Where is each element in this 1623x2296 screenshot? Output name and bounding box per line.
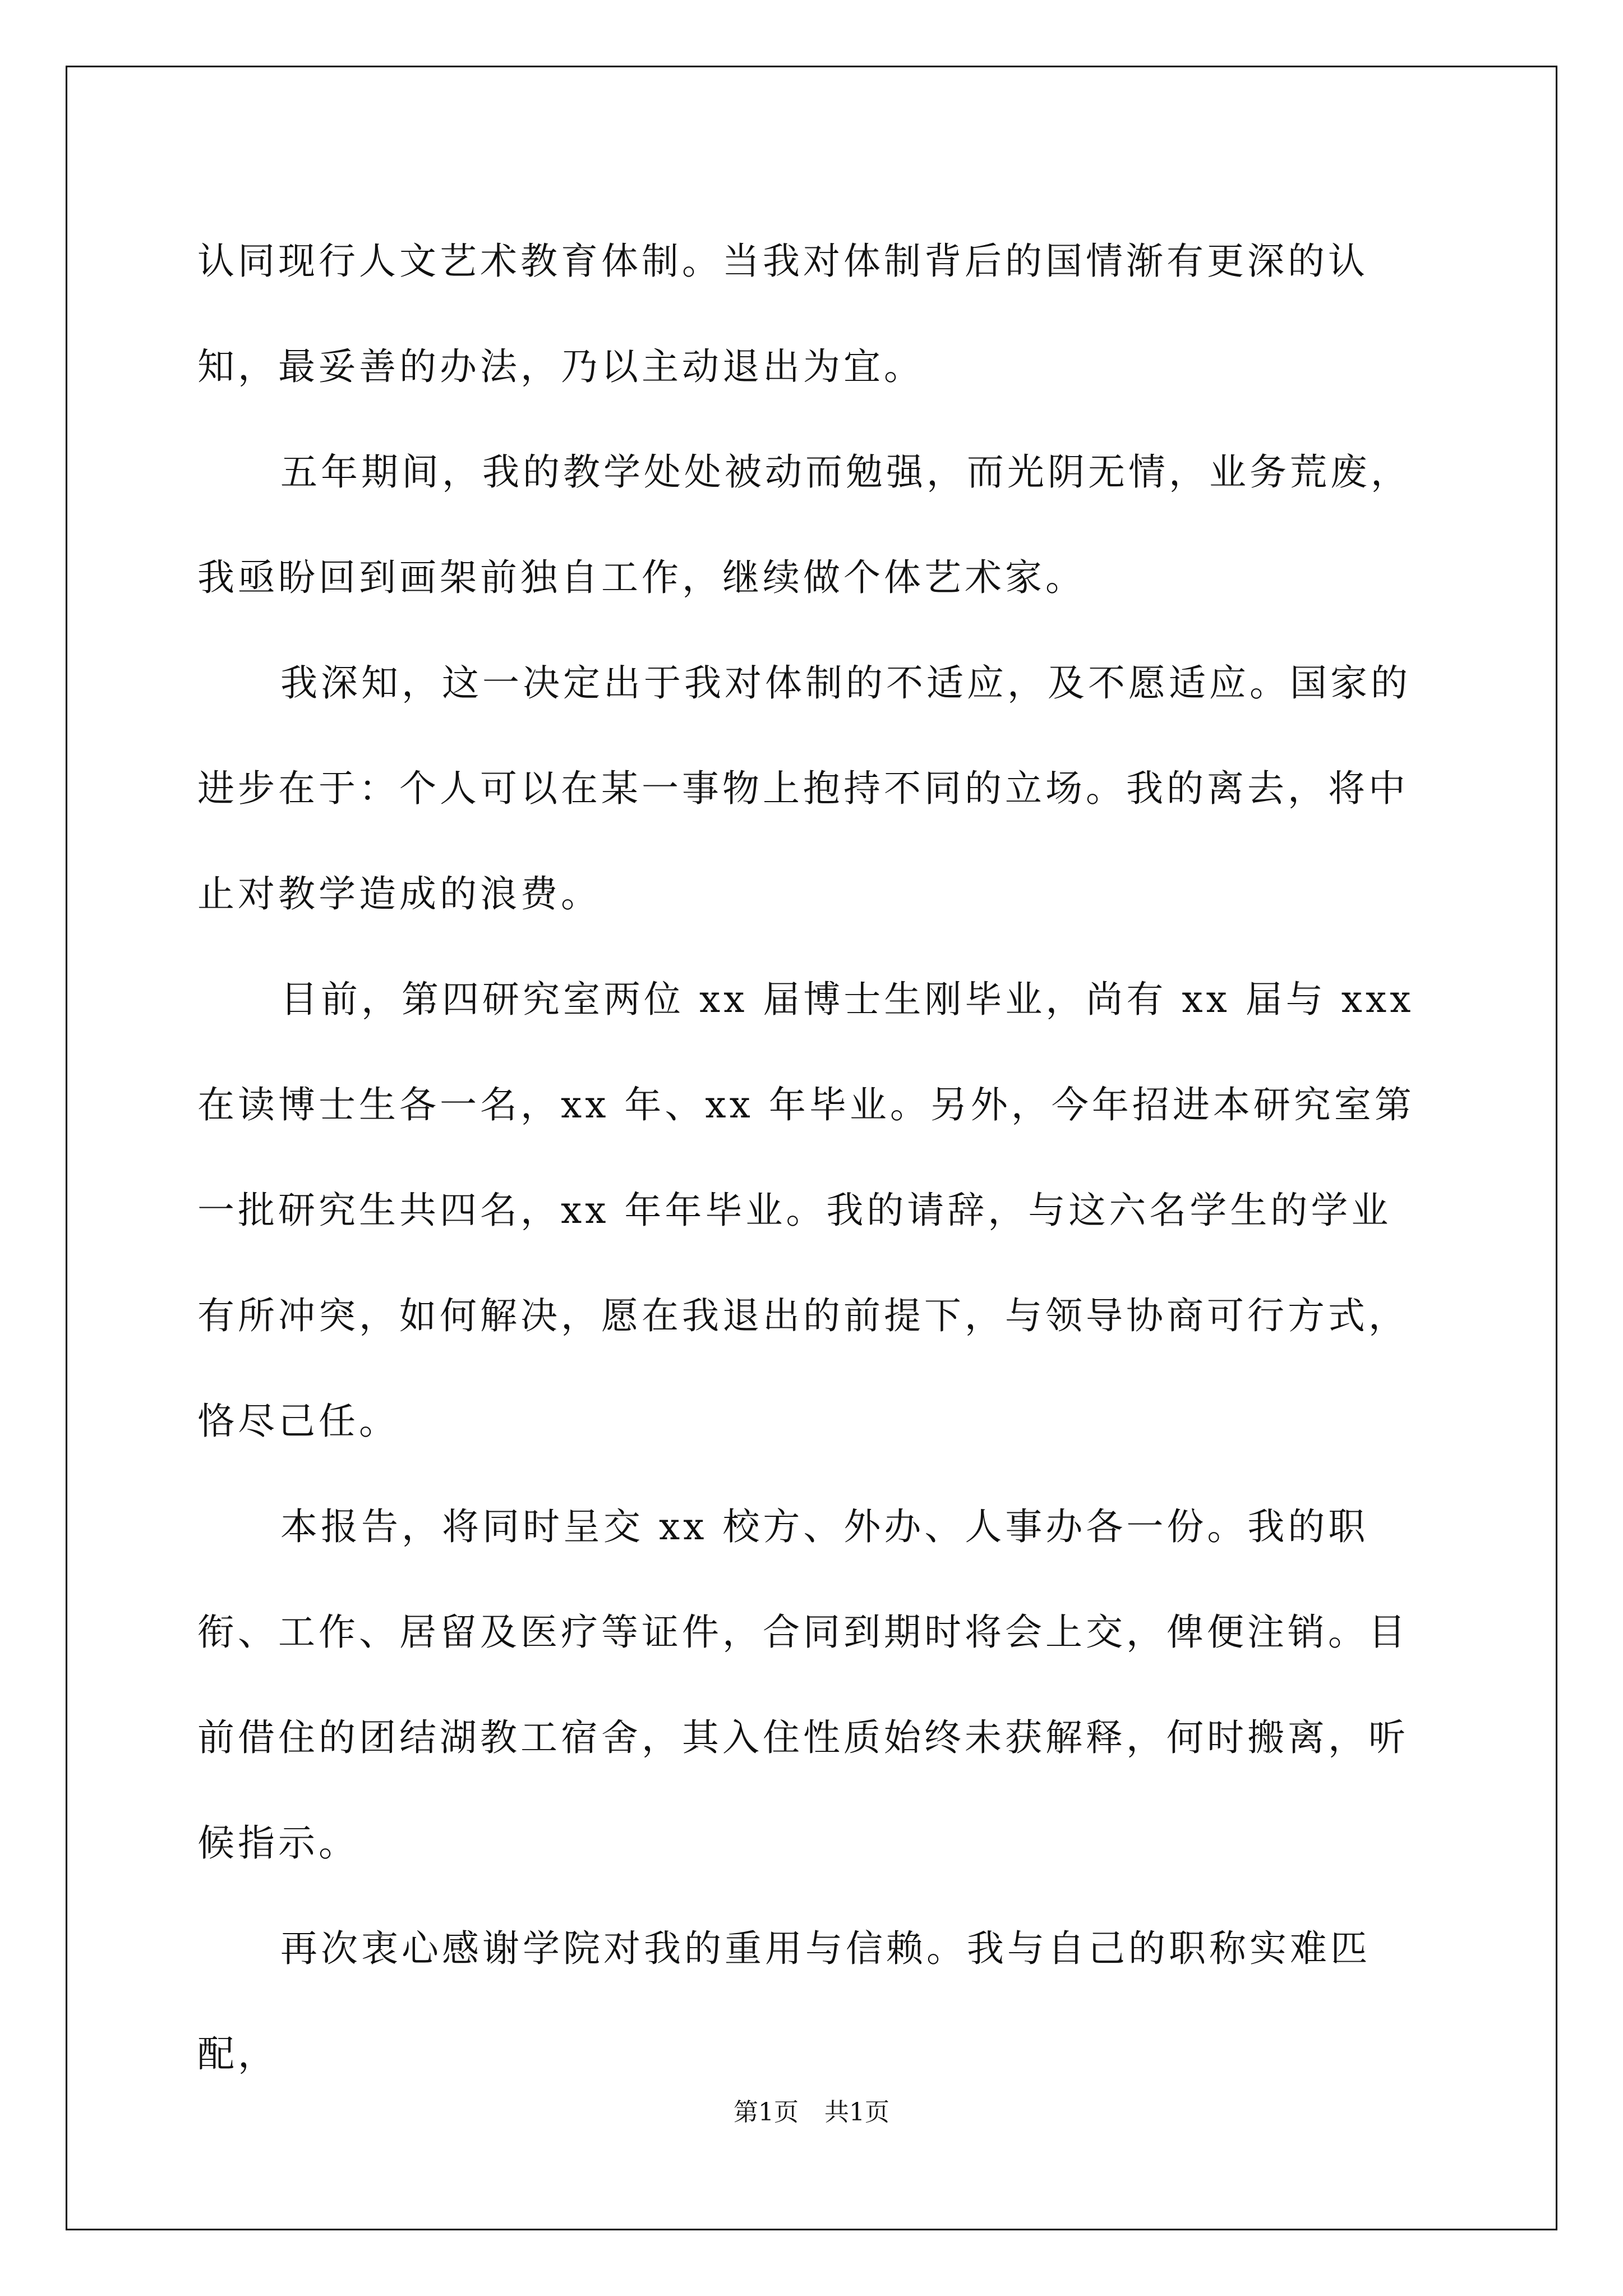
- paragraph-2: 五年期间，我的教学处处被动而勉强，而光阴无情，业务荒废，我亟盼回到画架前独自工作，继续做个体艺术家。: [197, 450, 1411, 599]
- paragraph-5: 本报告，将同时呈交 xx 校方、外办、人事办各一份。我的职衔、工作、居留及医疗等证件，合同到期时将会上交，俾便注销。目前借住的团结湖教工宿舍，其入住性质始终未获解释，何时搬离，听候指示。: [197, 1505, 1409, 1865]
- document-body: [197, 209, 1429, 2107]
- paragraph-6: 再次衷心感谢学院对我的重用与信赖。我与自己的职称实难匹配，: [197, 1927, 1371, 2076]
- paragraph-4: 目前，第四研究室两位 xx 届博士生刚毕业，尚有 xx 届与 xxx 在读博士生各一名，xx 年、xx 年毕业。另外，今年招进本研究室第一批研究生共四名，xx 年年毕业。我的请辞，与这六名学生的学业有所冲突，如何解决，愿在我退出的前提下，与领导协商可行方式，恪尽己任。: [197, 978, 1415, 1443]
- page-total: 共1页: [824, 2098, 889, 2127]
- page-footer: [0, 2096, 1623, 2129]
- paragraph-1: 认同现行人文艺术教育体制。当我对体制背后的国情渐有更深的认知，最妥善的办法，乃以主动退出为宜。: [197, 240, 1368, 388]
- page-number: 第1页: [734, 2098, 799, 2127]
- paragraph-3: 我深知，这一决定出于我对体制的不适应，及不愿适应。国家的进步在于：个人可以在某一事物上抱持不同的立场。我的离去，将中止对教学造成的浪费。: [197, 661, 1411, 915]
